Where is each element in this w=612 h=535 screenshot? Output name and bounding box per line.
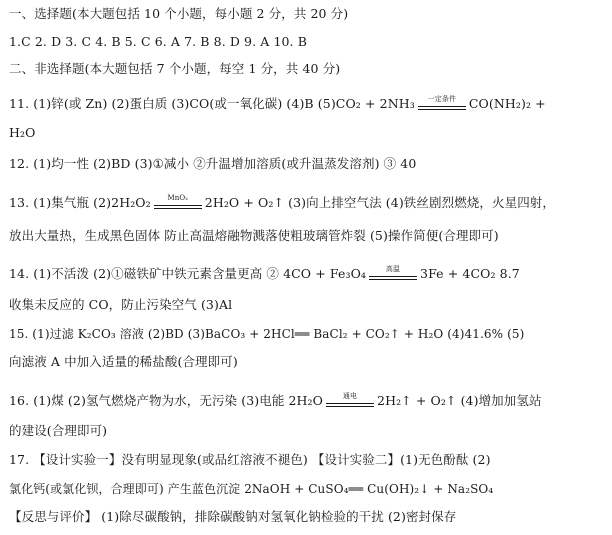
q16-text: 16. (1)煤 (2)氢气燃烧产物为水，无污染 (3)电能 2H₂O: [9, 393, 324, 408]
section-two-heading: 二、非选择题(本大题包括 7 个小题，每空 1 分，共 40 分): [9, 61, 341, 76]
reaction-condition-label: 高温: [385, 264, 401, 273]
reaction-condition-label: 一定条件: [427, 94, 457, 103]
q13-line-2: 放出大量热，生成黑色固体 防止高温熔融物溅落使粗玻璃管炸裂 (5)操作简便(合理即可): [9, 228, 499, 243]
q17-line-1: 17. 【设计实验一】没有明显现象(或品红溶液不褪色) 【设计实验二】(1)无色酚酞 (2): [9, 452, 491, 467]
reaction-condition-label: 通电: [342, 391, 358, 400]
q14-equation-tail: 3Fe + 4CO₂ 8.7: [420, 266, 520, 281]
q14-line-1: [9, 266, 520, 283]
q11-text: 11. (1)锌(或 Zn) (2)蛋白质 (3)CO(或一氧化碳) (4)B (5)CO₂ + 2NH₃: [9, 96, 415, 111]
reaction-condition-arrow: [369, 264, 417, 283]
q13-line-1: [9, 195, 555, 212]
reaction-condition-arrow: [418, 94, 466, 113]
q16-line-2: 的建设(合理即可): [9, 423, 108, 438]
q14-line-2: 收集未反应的 CO，防止污染空气 (3)Al: [9, 297, 233, 312]
q15-line-2: 向滤液 A 中加入适量的稀盐酸(合理即可): [9, 354, 238, 369]
q16-equation-tail: 2H₂↑ + O₂↑ (4)增加加氢站: [377, 393, 542, 408]
q13-equation-tail: 2H₂O + O₂↑ (3)向上排空气法 (4)铁丝剧烈燃烧，火星四射，: [204, 195, 555, 210]
multiple-choice-answers: 1.C 2. D 3. C 4. B 5. C 6. A 7. B 8. D 9. A 10. B: [9, 34, 307, 49]
reaction-condition-arrow: [326, 391, 374, 410]
q16-line-1: [9, 393, 542, 410]
q11-equation-tail: CO(NH₂)₂ +: [468, 96, 546, 111]
reaction-condition-arrow: [154, 193, 202, 212]
q17-line-2: 氯化钙(或氯化钡，合理即可) 产生蓝色沉淀 2NaOH + CuSO₄══ Cu(OH)₂↓ + Na₂SO₄: [9, 482, 494, 496]
q13-text: 13. (1)集气瓶 (2)2H₂O₂: [9, 195, 151, 210]
q15-line-1: 15. (1)过滤 K₂CO₃ 溶液 (2)BD (3)BaCO₃ + 2HCl══ BaCl₂ + CO₂↑ + H₂O (4)41.6% (5): [9, 327, 525, 341]
q12-line: 12. (1)均一性 (2)BD (3)①减小 ②升温增加溶质(或升温蒸发溶剂) ③ 40: [9, 156, 417, 171]
q14-text: 14. (1)不活泼 (2)①磁铁矿中铁元素含量更高 ② 4CO + Fe₃O₄: [9, 266, 367, 281]
q11-line-1: [9, 96, 546, 113]
reaction-condition-label: MnO₂: [167, 193, 189, 202]
q11-line-2: H₂O: [9, 125, 36, 140]
q17-line-3: 【反思与评价】 (1)除尽碳酸钠，排除碳酸钠对氢氧化钠检验的干扰 (2)密封保存: [9, 509, 457, 524]
section-one-heading: 一、选择题(本大题包括 10 个小题，每小题 2 分，共 20 分): [9, 6, 349, 21]
